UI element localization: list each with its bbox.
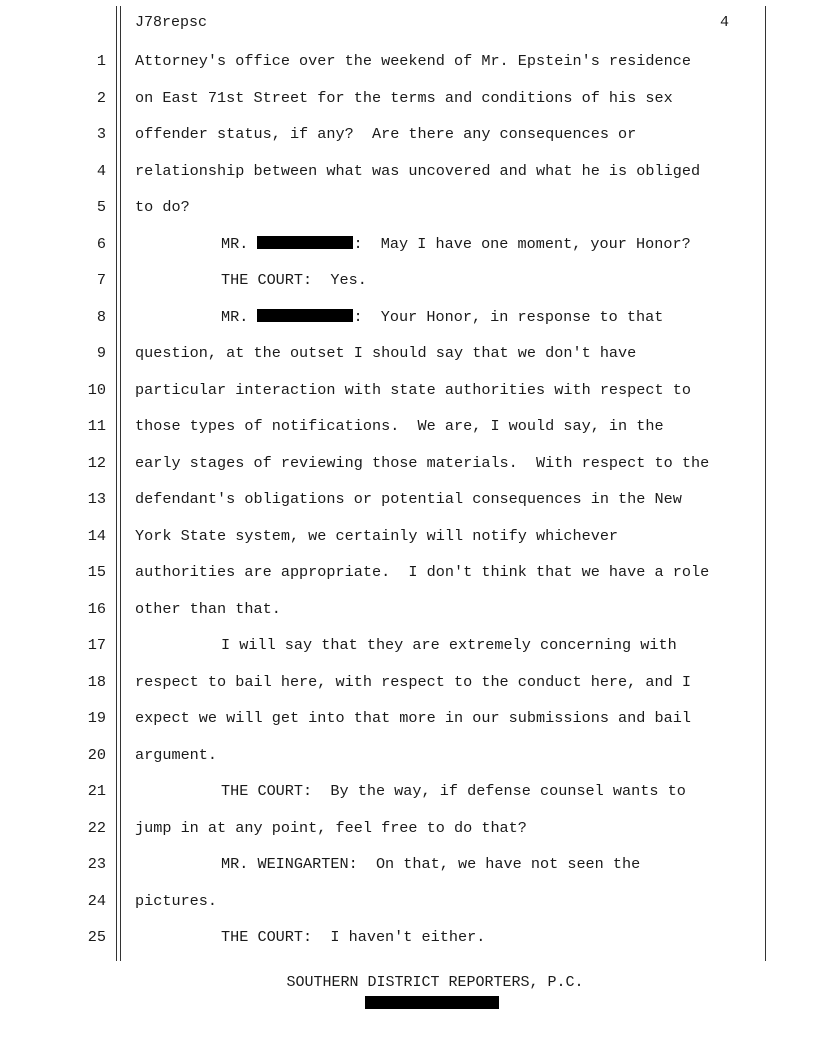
line-number: 5 xyxy=(96,198,106,216)
line-number: 15 xyxy=(87,563,106,581)
transcript-line xyxy=(0,343,816,380)
line-text: defendant's obligations or potential consequences in the New xyxy=(135,490,682,508)
transcript-line xyxy=(0,672,816,709)
speaker-remark: : May I have one moment, your Honor? xyxy=(353,234,691,253)
line-text: question, at the outset I should say that we don't have xyxy=(135,344,637,362)
line-number: 10 xyxy=(87,380,106,399)
transcript-line xyxy=(0,270,816,307)
redaction-box xyxy=(257,309,353,322)
line-text: those types of notifications. We are, I would say, in the xyxy=(135,417,664,435)
line-number: 17 xyxy=(87,636,106,654)
line-text: on East 71st Street for the terms and conditions of his sex xyxy=(135,88,673,107)
line-text: other than that. xyxy=(135,599,281,618)
line-number: 25 xyxy=(87,928,106,946)
transcript-line xyxy=(0,891,816,928)
transcript-line xyxy=(0,818,816,855)
line-text: offender status, if any? Are there any consequences or xyxy=(135,125,637,143)
line-text: particular interaction with state authorities with respect to xyxy=(135,380,691,399)
page-header xyxy=(135,14,729,34)
line-text: expect we will get into that more in our submissions and bail xyxy=(135,709,691,727)
transcript-line xyxy=(0,88,816,125)
line-number: 12 xyxy=(87,453,106,472)
line-text xyxy=(221,307,663,327)
line-text: I will say that they are extremely concerning with xyxy=(221,636,677,654)
line-number: 24 xyxy=(87,891,106,910)
line-number: 9 xyxy=(96,344,106,362)
transcript-line xyxy=(0,489,816,526)
transcript-line xyxy=(0,197,816,234)
line-number: 22 xyxy=(87,818,106,837)
line-number: 19 xyxy=(87,709,106,727)
transcript-line xyxy=(0,161,816,198)
transcript-lines xyxy=(0,51,816,964)
transcript-line xyxy=(0,307,816,344)
transcript-line xyxy=(0,453,816,490)
line-text: authorities are appropriate. I don't think that we have a role xyxy=(135,563,710,581)
line-number: 1 xyxy=(96,52,106,70)
line-number: 21 xyxy=(87,782,106,800)
line-text: THE COURT: Yes. xyxy=(221,271,367,289)
line-text: MR. WEINGARTEN: On that, we have not seen the xyxy=(221,855,641,873)
line-text: jump in at any point, feel free to do that? xyxy=(135,818,527,837)
line-text: early stages of reviewing those materials. With respect to the xyxy=(135,453,710,472)
transcript-line xyxy=(0,708,816,745)
transcript-line xyxy=(0,51,816,88)
line-number: 11 xyxy=(87,417,106,435)
transcript-line xyxy=(0,124,816,161)
line-text: respect to bail here, with respect to the conduct here, and I xyxy=(135,672,691,691)
transcript-line xyxy=(0,562,816,599)
line-number: 4 xyxy=(96,161,106,180)
speaker-prefix: MR. xyxy=(221,234,258,253)
line-number: 14 xyxy=(87,526,106,545)
line-text: pictures. xyxy=(135,891,218,910)
footer-redaction-box xyxy=(365,996,499,1009)
line-number: 20 xyxy=(87,745,106,764)
line-number: 23 xyxy=(87,855,106,873)
transcript-line xyxy=(0,234,816,271)
line-text: relationship between what was uncovered and what he is obliged xyxy=(135,161,701,180)
transcript-line xyxy=(0,854,816,891)
line-number: 8 xyxy=(96,307,106,326)
transcript-line xyxy=(0,745,816,782)
transcript-line xyxy=(0,416,816,453)
speaker-prefix: MR. xyxy=(221,307,258,326)
line-number: 7 xyxy=(96,271,106,289)
line-number: 2 xyxy=(96,88,106,107)
redaction-box xyxy=(257,236,353,249)
transcript-line xyxy=(0,635,816,672)
line-number: 16 xyxy=(87,599,106,618)
line-text xyxy=(221,234,691,254)
line-text: York State system, we certainly will notify whichever xyxy=(135,526,619,545)
page-number: 4 xyxy=(719,14,729,31)
case-caption: J78repsc xyxy=(135,14,208,31)
transcript-line xyxy=(0,781,816,818)
line-text: argument. xyxy=(135,745,218,764)
line-number: 13 xyxy=(87,490,106,508)
line-number: 6 xyxy=(96,234,106,253)
line-number: 3 xyxy=(96,125,106,143)
line-text: THE COURT: I haven't either. xyxy=(221,928,486,946)
speaker-remark: : Your Honor, in response to that xyxy=(353,307,664,326)
line-text: THE COURT: By the way, if defense counsel wants to xyxy=(221,782,686,800)
reporter-footer: SOUTHERN DISTRICT REPORTERS, P.C. xyxy=(286,974,584,991)
transcript-line xyxy=(0,927,816,964)
line-text: to do? xyxy=(135,198,190,216)
line-number: 18 xyxy=(87,672,106,691)
transcript-line xyxy=(0,599,816,636)
transcript-line xyxy=(0,526,816,563)
line-text: Attorney's office over the weekend of Mr. Epstein's residence xyxy=(135,52,691,70)
transcript-line xyxy=(0,380,816,417)
